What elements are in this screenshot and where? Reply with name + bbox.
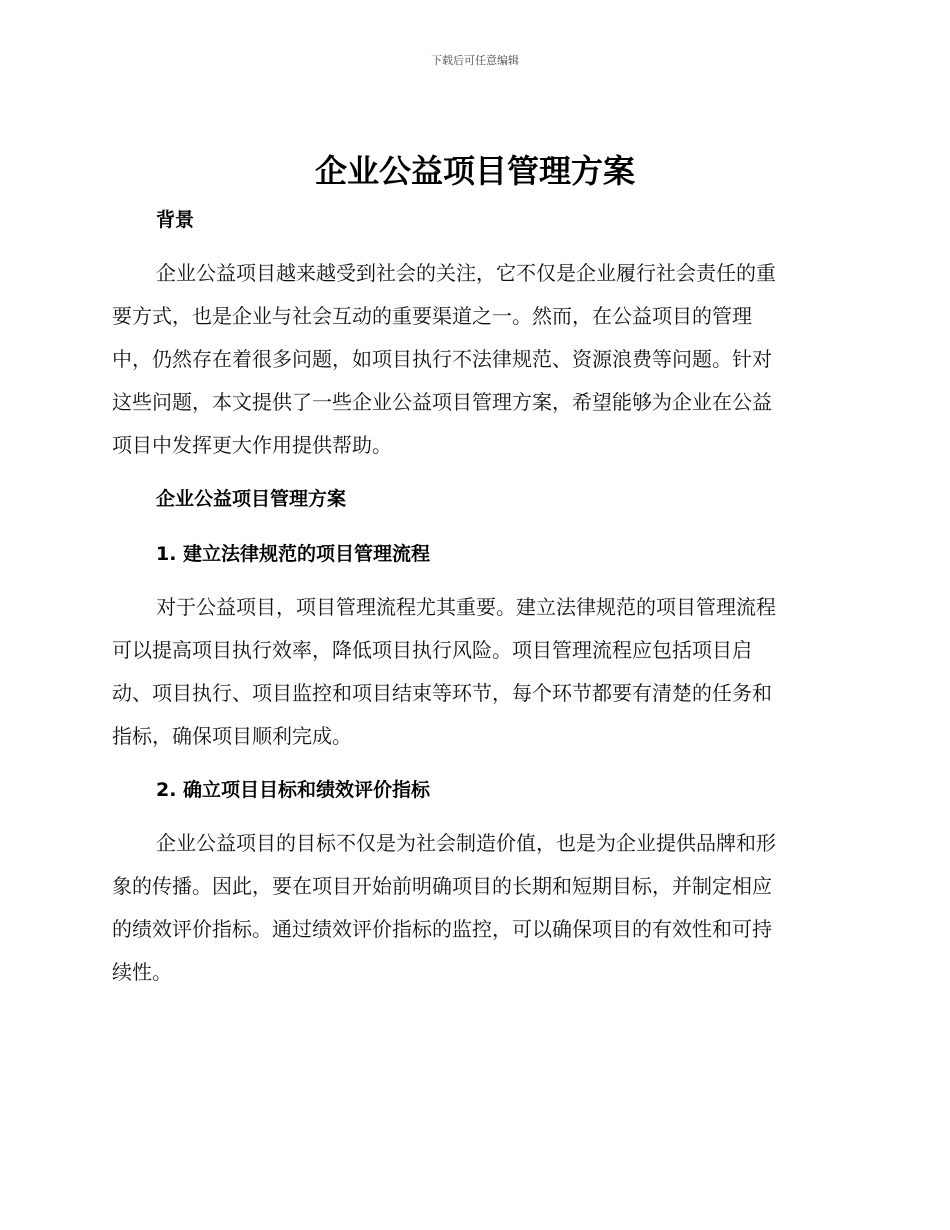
document-title: 企业公益项目管理方案 — [314, 152, 635, 190]
section-heading-goals: 2. 确立项目目标和绩效评价指标 — [156, 779, 431, 801]
paragraph-line: 动、项目执行、项目监控和项目结束等环节，每个环节都要有清楚的任务和 — [112, 681, 772, 705]
paragraph-line: 这些问题，本文提供了一些企业公益项目管理方案，希望能够为企业在公益 — [112, 390, 772, 414]
paragraph-line: 要方式，也是企业与社会互动的重要渠道之一。然而，在公益项目的管理 — [112, 304, 752, 328]
section-paragraph-process — [112, 586, 830, 758]
paragraph-line: 中，仍然存在着很多问题，如项目执行不法律规范、资源浪费等问题。针对 — [112, 347, 772, 371]
paragraph-line: 企业公益项目的目标不仅是为社会制造价值，也是为企业提供品牌和形 — [156, 831, 776, 855]
paragraph-line: 企业公益项目越来越受到社会的关注，它不仅是企业履行社会责任的重 — [156, 261, 776, 285]
section-paragraph-goals — [112, 822, 830, 994]
paragraph-line: 的绩效评价指标。通过绩效评价指标的监控，可以确保项目的有效性和可持 — [112, 917, 772, 941]
paragraph-line: 续性。 — [112, 960, 172, 984]
page-header-watermark: 下载后可任意编辑 — [431, 54, 519, 67]
section-heading-plan: 企业公益项目管理方案 — [156, 488, 347, 510]
paragraph-line: 可以提高项目执行效率，降低项目执行风险。项目管理流程应包括项目启 — [112, 638, 752, 662]
paragraph-line: 项目中发挥更大作用提供帮助。 — [112, 433, 392, 457]
section-heading-process: 1. 建立法律规范的项目管理流程 — [156, 543, 431, 565]
section-paragraph-background — [112, 252, 830, 467]
paragraph-line: 对于公益项目，项目管理流程尤其重要。建立法律规范的项目管理流程 — [156, 595, 776, 619]
paragraph-line: 象的传播。因此，要在项目开始前明确项目的长期和短期目标，并制定相应 — [112, 874, 772, 898]
paragraph-line: 指标，确保项目顺利完成。 — [112, 724, 352, 748]
section-heading-background: 背景 — [156, 209, 195, 231]
